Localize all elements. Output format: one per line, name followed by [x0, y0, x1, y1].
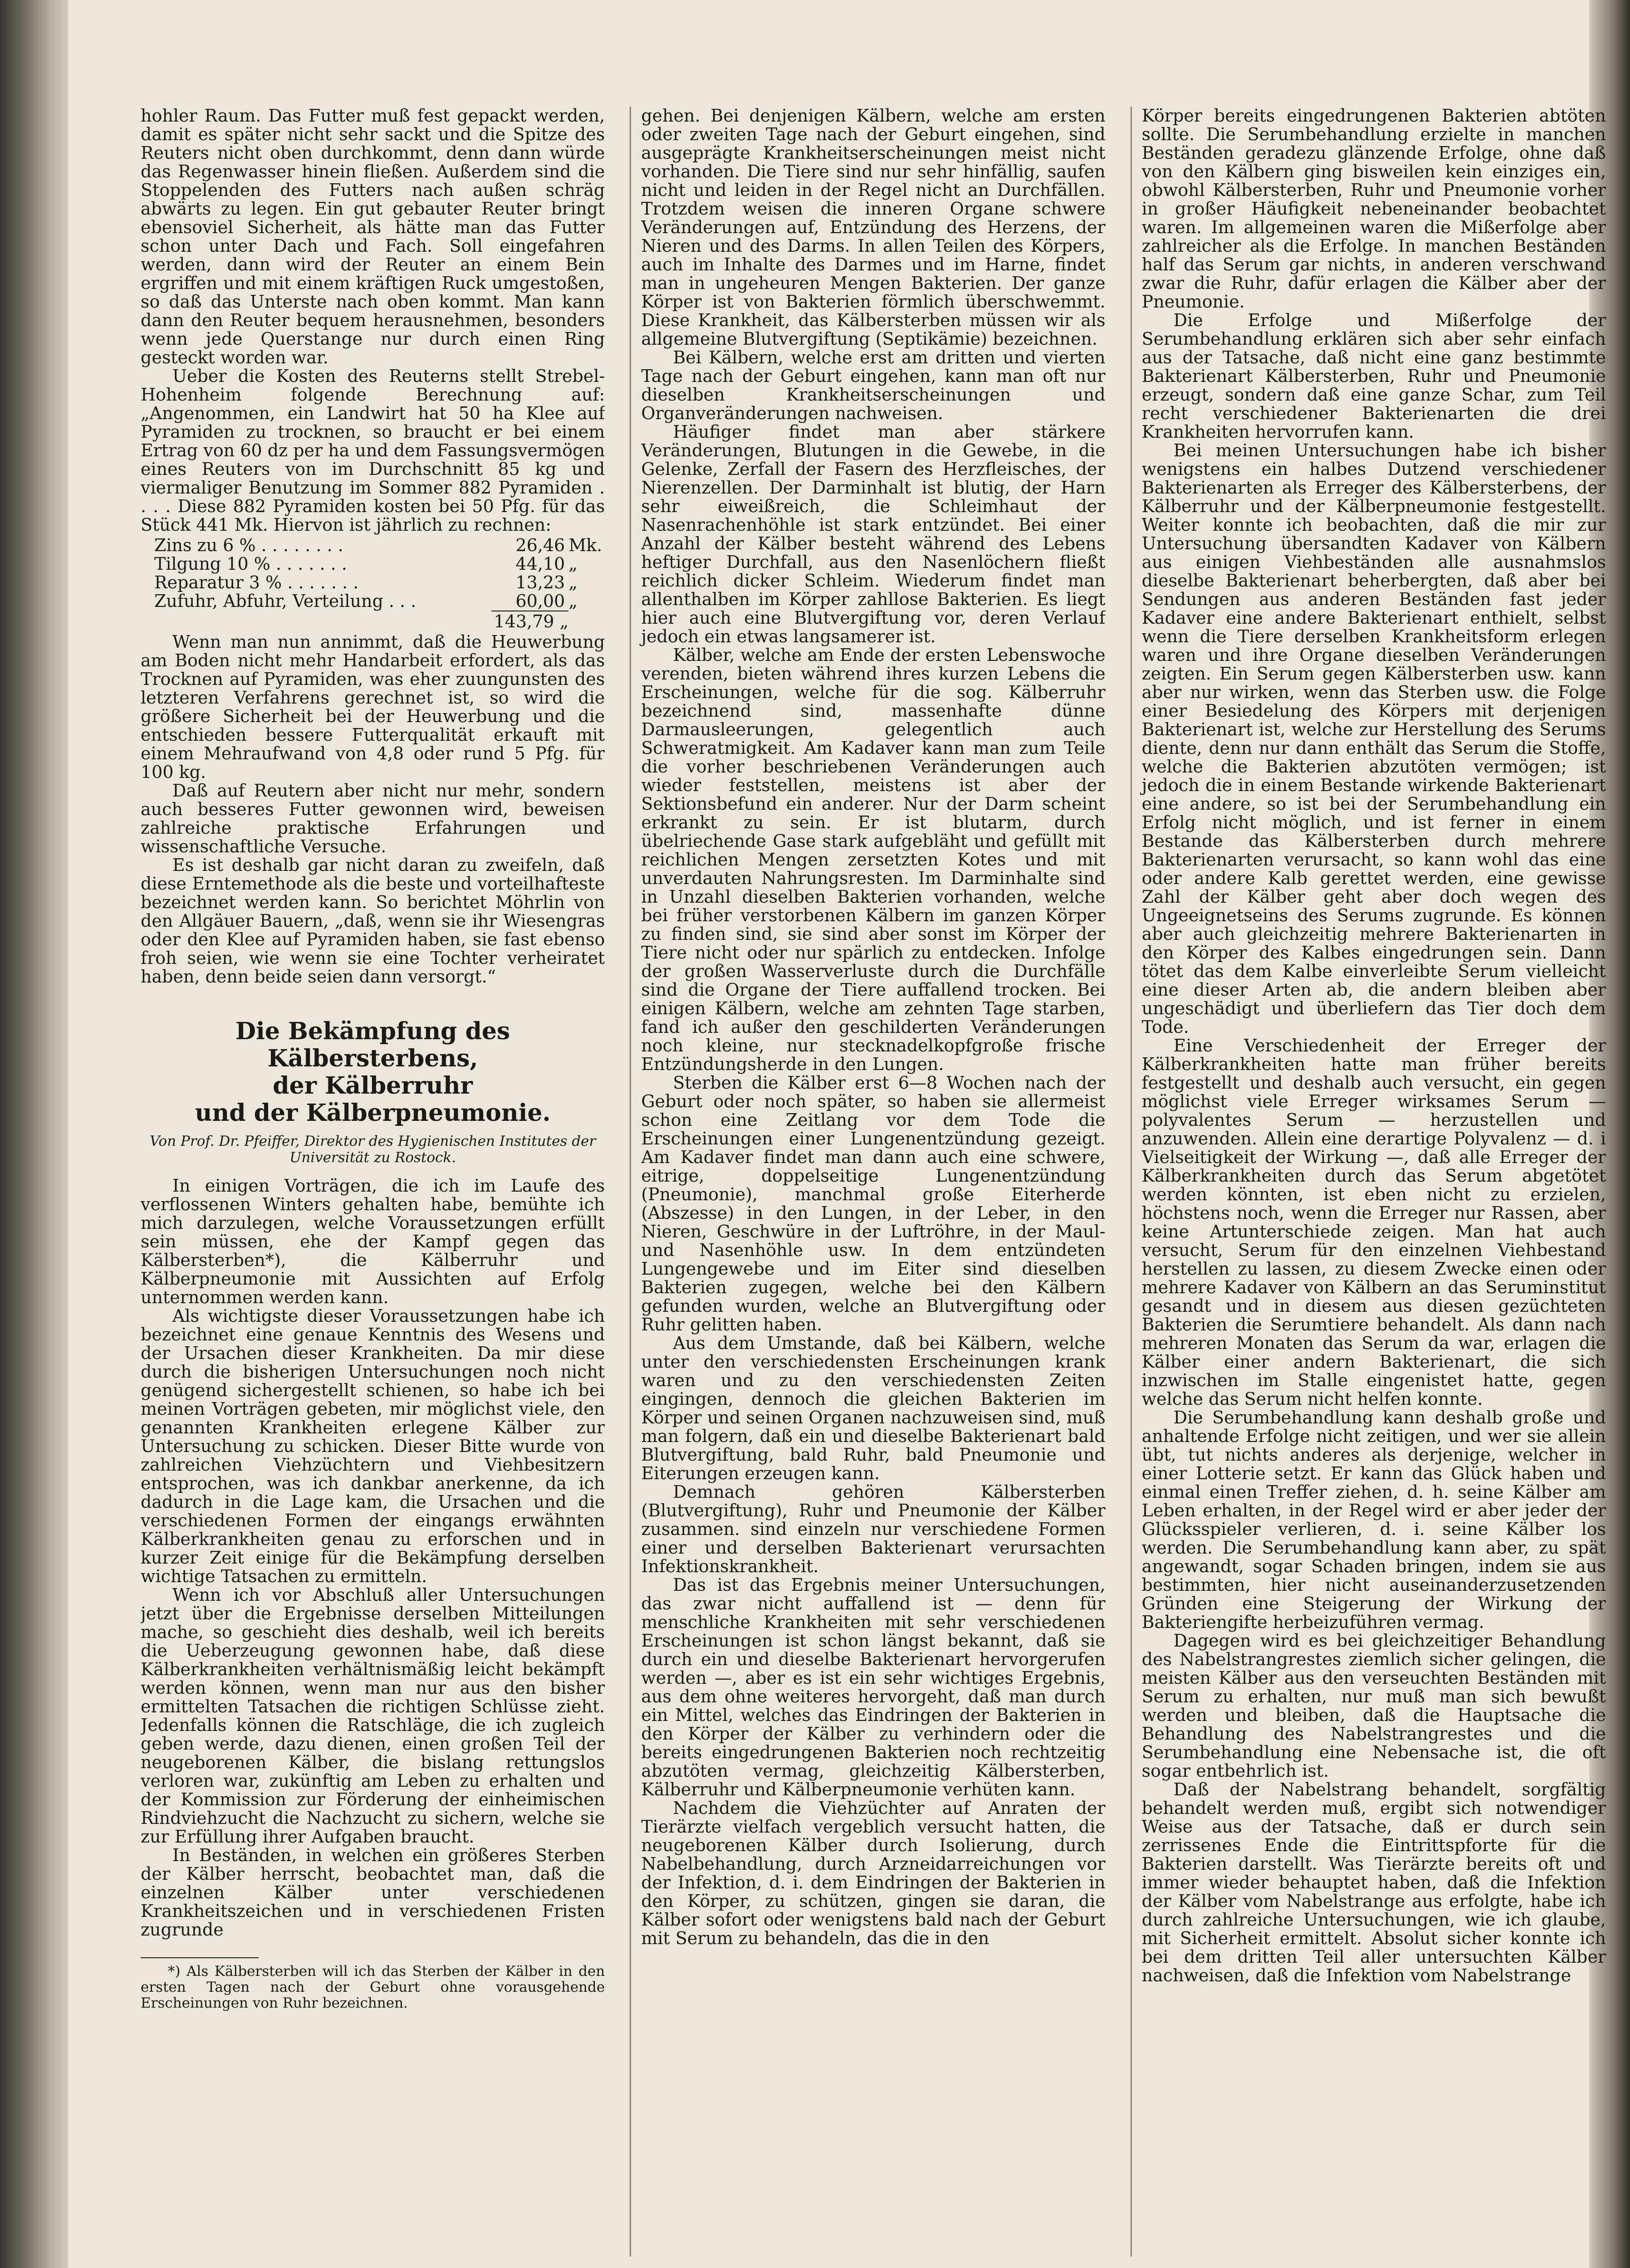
paragraph: Wenn man nun annimmt, daß die Heuwerbung am Boden nicht mehr Handarbeit erfordert, als das Trocknen auf Pyramiden, was eher zuungunsten des letzteren Verfahrens gerechnet ist, so wird die größere Sicherheit bei der Heuwerbung und die entschieden bessere Futterqualität erkauft mit einem Mehraufwand von 4,8 oder rund 5 Pfg. für 100 kg. [141, 632, 605, 782]
calc-label: Tilgung 10 % . . . . . . . [154, 554, 347, 574]
paragraph: gehen. Bei denjenigen Kälbern, welche am ersten oder zweiten Tage nach der Geburt eingehen, sind ausgeprägte Krankheitserscheinungen meist nicht vorhanden. Die Tiere sind nur sehr hinfällig, saufen nicht und leiden in der Regel nicht an Durchfällen. Trotzdem weisen die inneren Organe schwere Veränderungen auf, Entzündung des Herzens, der Nieren und des Darms. In allen Teilen des Körpers, auch im Inhalte des Darmes und im Harne, findet man in ungeheuren Mengen Bakterien. Der ganze Körper ist von Bakterien förmlich überschwemmt. Diese Krankheit, das Kälbersterben müssen wir als allgemeine Blutvergiftung (Septikämie) bezeichnen. [641, 107, 1106, 349]
calc-row [154, 573, 605, 592]
paragraph: Häufiger findet man aber stärkere Veränderungen, Blutungen in die Gewebe, in die Gelenke, Zerfall der Fasern des Herzfleisches, der Nierenzellen. Der Darminhalt ist blutig, der Harn sehr eiweißreich, die Schleimhaut der Nasenrachenhöhle ist stark entzündet. Bei einer Anzahl der Kälber besteht während des Lebens heftiger Durchfall, aus den Nasenlöchern fließt reichlich dicker Schleim. Wiederum findet man allenthalben im Körper zahllose Bakterien. Es liegt hier auch eine Blutvergiftung vor, deren Verlauf jedoch ein etwas langsamerer ist. [641, 422, 1106, 646]
paragraph: Daß auf Reutern aber nicht nur mehr, sondern auch besseres Futter gewonnen wird, beweisen zahlreiche praktische Erfahrungen und wissenschaftliche Versuche. [141, 781, 605, 856]
article-byline: Von Prof. Dr. Pfeiffer, Direktor des Hygienischen Institutes der Universität zu Rostock. [150, 1133, 596, 1166]
title-line: und der Kälberpneumonie. [195, 1099, 551, 1127]
paragraph: Daß der Nabelstrang behandelt, sorgfältig behandelt werden muß, ergibt sich notwendiger Weise aus der Tatsache, daß er durch sein zerrissenes Ende die Eintrittspforte für die Bakterien darstellt. Was Tierärzte bereits oft und immer wieder behauptet haben, daß die Infektion der Kälber vom Nabelstrange aus erfolgte, habe ich durch zahlreiche Untersuchungen, wie ich glaube, mit Sicherheit ermittelt. Absolut sicher konnte ich bei dem dritten Teil aller untersuchten Kälber nachweisen, daß die Infektion vom Nabelstrange [1141, 1779, 1606, 1985]
paragraph: Sterben die Kälber erst 6—8 Wochen nach der Geburt oder noch später, so haben sie allermeist schon eine Zeitlang vor dem Tode die Erscheinungen einer Lungenentzündung gezeigt. Am Kadaver findet man dann auch eine schwere, eitrige, doppelseitige Lungenentzündung (Pneumonie), manchmal große Eiterherde (Abszesse) in den Lungen, in der Leber, in den Nieren, Geschwüre in der Luftröhre, in der Maul- und Nasenhöhle usw. In dem entzündeten Lungengewebe und im Eiter sind dieselben Bakterien zugegen, welche bei den Kälbern gefunden wurden, welche an Blutvergiftung oder Ruhr gelitten haben. [641, 1073, 1106, 1334]
paragraph: Es ist deshalb gar nicht daran zu zweifeln, daß diese Erntemethode als die beste und vorteilhafteste bezeichnet werden kann. So berichtet Möhrlin von den Allgäuer Bauern, „daß, wenn sie ihr Wiesengras oder den Klee auf Pyramiden haben, sie fast ebenso froh seien, wie wenn sie eine Tochter verheiratet haben, denn beide seien dann versorgt.“ [141, 855, 605, 987]
calc-amount: 44,10 [515, 554, 565, 574]
cost-calculation [154, 536, 605, 631]
calc-label: Reparatur 3 % . . . . . . . [154, 572, 359, 592]
paragraph: In einigen Vorträgen, die ich im Laufe des verflossenen Winters gehalten habe, bemühte ich mich darzulegen, welche Voraussetzungen erfüllt sein müssen, ehe der Kampf gegen das Kälbersterben*), die Kälberruhr und Kälberpneumonie mit Aussichten auf Erfolg unternommen werden kann. [141, 1176, 605, 1307]
paragraph: Kälber, welche am Ende der ersten Lebenswoche verenden, bieten während ihres kurzen Lebens die Erscheinungen, welche für die sog. Kälberruhr bezeichnend sind, massenhafte dünne Darmausleerungen, gelegentlich auch Schweratmigkeit. Am Kadaver kann man zum Teile die vorher beschriebenen Veränderungen auch wieder feststellen, meistens ist aber der Sektionsbefund ein anderer. Nur der Darm scheint erkrankt zu sein. Er ist blutarm, durch übelriechende Gase stark aufgebläht und gefüllt mit reichlichen Mengen zersetzten Kotes und mit unverdauten Nahrungsresten. Im Darminhalte sind in Unzahl dieselben Bakterien vorhanden, welche bei früher verstorbenen Kälbern im ganzen Körper zu finden sind, sie sind aber sonst im Körper der Tiere nicht oder nur spärlich zu entdecken. Infolge der großen Wasserverluste durch die Durchfälle sind die Organe der Tiere auffallend trocken. Bei einigen Kälbern, welche am zehnten Tage starben, fand ich außer den geschilderten Veränderungen noch kleine, nur stecknadelkopfgroße frische Entzündungsherde in den Lungen. [641, 645, 1106, 1074]
calc-total-row [154, 611, 605, 631]
calc-unit: „ [568, 554, 578, 574]
calc-total: 143,79 „ [491, 611, 568, 631]
column-1 [141, 107, 605, 2257]
paragraph: hohler Raum. Das Futter muß fest gepackt werden, damit es später nicht sehr sackt und die Spitze des Reuters nicht oben durchkommt, denn dann würde das Regenwasser hinein fließen. Außerdem sind die Stoppelenden des Futters nach außen schräg abwärts zu legen. Ein gut gebauter Reuter bringt ebensoviel Sicherheit, als hätte man das Futter schon unter Dach und Fach. Soll eingefahren werden, dann wird der Reuter an einem Bein ergriffen und mit einem kräftigen Ruck umgestoßen, so daß das Unterste nach oben kommt. Man kann dann den Reuter bequem herausnehmen, besonders wenn jede Querstange nur durch einen Ring gesteckt worden war. [141, 107, 605, 367]
paragraph: Die Erfolge und Mißerfolge der Serumbehandlung erklären sich aber sehr einfach aus der Tatsache, daß nicht eine ganz bestimmte Bakterienart Kälbersterben, Ruhr und Pneumonie erzeugt, sondern daß eine ganze Schar, zum Teil recht verschiedener Bakterienarten die drei Krankheiten hervorrufen kann. [1141, 310, 1606, 442]
title-line: Die Bekämpfung des Kälbersterbens, [235, 1017, 510, 1072]
paragraph: Bei Kälbern, welche erst am dritten und vierten Tage nach der Geburt eingehen, kann man oft nur dieselben Krankheitserscheinungen und Organveränderungen nachweisen. [641, 347, 1106, 423]
paragraph: Wenn ich vor Abschluß aller Untersuchungen jetzt über die Ergebnisse derselben Mitteilungen mache, so geschieht dies deshalb, weil ich bereits die Ueberzeugung gewonnen habe, daß diese Kälberkrankheiten verhältnismäßig leicht bekämpft werden können, wenn man nur aus den bisher ermittelten Tatsachen die richtigen Schlüsse zieht. Jedenfalls können die Ratschläge, die ich zugleich geben werde, dazu dienen, einen großen Teil der neugeborenen Kälber, die bislang rettungslos verloren war, zukünftig am Leben zu erhalten und der Kommission zur Förderung der einheimischen Rindviehzucht die Nachzucht zu sichern, welche sie zur Erfüllung ihrer Aufgaben braucht. [141, 1585, 605, 1847]
calc-amount: 13,23 [515, 572, 565, 592]
calc-row [154, 555, 605, 573]
paragraph: Das ist das Ergebnis meiner Untersuchungen, das zwar nicht auffallend ist — denn für menschliche Krankheiten mit sehr verschiedenen Erscheinungen ist schon längst bekannt, daß sie durch ein und dieselbe Bakterienart hervorgerufen werden —, aber es ist ein sehr wichtiges Ergebnis, aus dem ohne weiteres hervorgeht, daß man durch ein Mittel, welches das Eindringen der Bakterien in den Körper der Kälber zu verhindern oder die bereits eingedrungenen Bakterien noch rechtzeitig abzutöten vermag, gleichzeitig Kälbersterben, Kälberruhr und Kälberpneumonie verhüten kann. [641, 1575, 1106, 1799]
calc-unit: „ [568, 572, 578, 592]
newspaper-page [141, 107, 1606, 2257]
calc-amount: 60,00 [515, 591, 565, 611]
calc-unit: Mk. [568, 535, 602, 555]
paragraph: Die Serumbehandlung kann deshalb große und anhaltende Erfolge nicht zeitigen, und wer sie allein übt, tut nichts anderes als derjenige, welcher in einer Lotterie setzt. Er kann das Glück haben und einmal einen Treffer ziehen, d. h. seine Kälber am Leben erhalten, in der Regel wird er aber jeder der Glücksspieler verlieren, d. i. seine Kälber los werden. Die Serumbehandlung kann aber, zu spät angewandt, sogar Schaden bringen, indem sie aus bestimmten, hier nicht auseinanderzusetzenden Gründen eine Steigerung der Wirkung der Bakteriengifte herbeizuführen vermag. [1141, 1408, 1606, 1632]
footnote: *) Als Kälbersterben will ich das Sterben der Kälber in den ersten Tagen nach der Geburt ohne vorausgehende Erscheinungen von Ruhr bezeichnen. [141, 1963, 605, 2011]
paragraph: Demnach gehören Kälbersterben (Blutvergiftung), Ruhr und Pneumonie der Kälber zusammen. sind einzeln nur verschiedene Formen einer und derselben Bakterienart verursachten Infektionskrankheit. [641, 1482, 1106, 1576]
calc-row [154, 536, 605, 555]
column-2 [630, 107, 1105, 2257]
paragraph: Ueber die Kosten des Reuterns stellt Strebel-Hohenheim folgende Berechnung auf: „Angenommen, ein Landwirt hat 50 ha Klee auf Pyramiden zu trocknen, so braucht er bei einem Ertrag von 60 dz per ha und dem Fassungsvermögen eines Reuters von im Durchschnitt 85 kg und viermaliger Benutzung im Sommer 882 Pyramiden . . . . Diese 882 Pyramiden kosten bei 50 Pfg. für das Stück 441 Mk. Hiervon ist jährlich zu rechnen: [141, 366, 605, 535]
footnote-divider [141, 1957, 259, 1958]
paragraph: Körper bereits eingedrungenen Bakterien abtöten sollte. Die Serumbehandlung erzielte in manchen Beständen geradezu glänzende Erfolge, ohne daß von den Kälbern ging bisweilen kein einziges ein, obwohl Kälbersterben, Ruhr und Pneumonie vorher in großer Häufigkeit nebeneinander beobachtet waren. Im allgemeinen waren die Mißerfolge aber zahlreicher als die Erfolge. In manchen Beständen half das Serum gar nichts, in anderen verschwand zwar die Ruhr, dafür erlagen die Kälber aber der Pneumonie. [1141, 107, 1606, 312]
paragraph: Nachdem die Viehzüchter auf Anraten der Tierärzte vielfach vergeblich versucht hatten, die neugeborenen Kälber durch Isolierung, durch Nabelbehandlung, durch Arzneidarreichungen vor der Infektion, d. i. dem Eindringen der Bakterien in den Körper, zu schützen, gingen sie daran, die Kälber sofort oder wenigstens bald nach der Geburt mit Serum zu behandeln, das die in den [641, 1798, 1106, 1948]
paragraph: Dagegen wird es bei gleichzeitiger Behandlung des Nabelstrangrestes ziemlich sicher gelingen, die meisten Kälber aus den verseuchten Beständen mit Serum zu erhalten, nur muß man sich bewußt werden und bleiben, daß die Hauptsache die Behandlung des Nabelstrangrestes und die Serumbehandlung eine Nebensache ist, die oft sogar entbehrlich ist. [1141, 1631, 1606, 1781]
calc-unit: „ [568, 591, 578, 611]
paragraph: In Beständen, in welchen ein größeres Sterben der Kälber herrscht, beobachtet man, daß die einzelnen Kälber unter verschiedenen Krankheitszeichen und in verschiedenen Fristen zugrunde [141, 1845, 605, 1940]
column-3 [1131, 107, 1606, 2257]
paragraph: Aus dem Umstande, daß bei Kälbern, welche unter den verschiedensten Erscheinungen krank waren und zu den verschiedensten Zeiten eingingen, dennoch die gleichen Bakterien im Körper und seinen Organen nachzuweisen sind, muß man folgern, daß ein und dieselbe Bakterienart bald Blutvergiftung, bald Ruhr, bald Pneumonie und Eiterungen erzeugen kann. [641, 1333, 1106, 1483]
book-binding [0, 0, 68, 2268]
paragraph: Eine Verschiedenheit der Erreger der Kälberkrankheiten hatte man früher bereits festgestellt und deshalb auch versucht, ein gegen möglichst viele Erreger wirksames Serum — polyvalentes Serum — herzustellen und anzuwenden. Allein eine derartige Polyvalenz — d. i Vielseitigkeit der Wirkung —, daß alle Erreger der Kälberkrankheiten durch das Serum abgetötet werden könnten, ist eben nicht zu erzielen, höchstens noch, wenn die Erreger nur Rassen, aber keine Artunterschiede zeigen. Man hat auch versucht, Serum für den einzelnen Viehbestand herstellen zu lassen, zu diesem Zwecke einen oder mehrere Kadaver von Kälbern an das Seruminstitut gesandt und in diesem aus diesen gezüchteten Bakterien die Serumtiere behandelt. Als dann nach mehreren Monaten das Serum da war, erlagen die Kälber einer andern Bakterienart, die sich inzwischen im Stalle eingenistet hatte, gegen welche das Serum nicht helfen konnte. [1141, 1036, 1606, 1409]
article-title [141, 1018, 605, 1127]
paragraph: Als wichtigste dieser Voraussetzungen habe ich bezeichnet eine genaue Kenntnis des Wesens und der Ursachen dieser Krankheiten. Da mir diese durch die bisherigen Untersuchungen noch nicht genügend sichergestellt schienen, so habe ich bei meinen Vorträgen gebeten, mir möglichst viele, den genannten Krankheiten erlegene Kälber zur Untersuchung zu schicken. Dieser Bitte wurde von zahlreichen Viehzüchtern und Viehbesitzern entsprochen, was ich dankbar anerkenne, da ich dadurch in die Lage kam, die Ursachen und die verschiedenen Formen der eingangs erwähnten Kälberkrankheiten genau zu erforschen und in kurzer Zeit einige für die Bekämpfung derselben wichtige Tatsachen zu ermitteln. [141, 1306, 605, 1586]
title-line: der Kälberruhr [273, 1072, 473, 1100]
calc-label: Zins zu 6 % . . . . . . . . [154, 535, 343, 555]
calc-amount: 26,46 [515, 535, 565, 555]
calc-label: Zufuhr, Abfuhr, Verteilung . . . [154, 591, 416, 611]
calc-row [154, 592, 605, 611]
paragraph: Bei meinen Untersuchungen habe ich bisher wenigstens ein halbes Dutzend verschiedener Bakterienarten als Erreger des Kälbersterbens, der Kälberruhr und der Kälberpneumonie festgestellt. Weiter konnte ich beobachten, daß die mir zur Untersuchung übersandten Kadaver von Kälbern aus einigen Viehbeständen alle ausnahmslos dieselbe Bakterienart beherbergten, daß aber bei Sendungen aus anderen Beständen fast jeder Kadaver eine andere Bakterienart enthielt, selbst wenn die Tiere derselben Krankheitsform erlegen waren und ihre Organe dieselben Veränderungen zeigten. Ein Serum gegen Kälbersterben usw. kann aber nur wirken, wenn das Sterben usw. die Folge einer Besiedelung des Körpers mit derjenigen Bakterienart ist, welche zur Herstellung des Serums diente, denn nur dann enthält das Serum die Stoffe, welche die Bakterien abzutöten vermögen; ist jedoch die in einem Bestande wirkende Bakterienart eine andere, so ist bei der Serumbehandlung ein Erfolg nicht möglich, und ist ferner in einem Bestande das Kälbersterben durch mehrere Bakterienarten verursacht, so kann wohl das eine oder andere Kalb gerettet werden, eine gewisse Zahl der Kälber geht aber doch wegen des Ungeeignetseins des Serums zugrunde. Es können aber auch gleichzeitig mehrere Bakterienarten in den Körper des Kalbes eingedrungen sein. Dann tötet das dem Kalbe einverleibte Serum vielleicht eine dieser Arten ab, die andern bleiben aber ungeschädigt und überliefern das Tier doch dem Tode. [1141, 440, 1606, 1037]
